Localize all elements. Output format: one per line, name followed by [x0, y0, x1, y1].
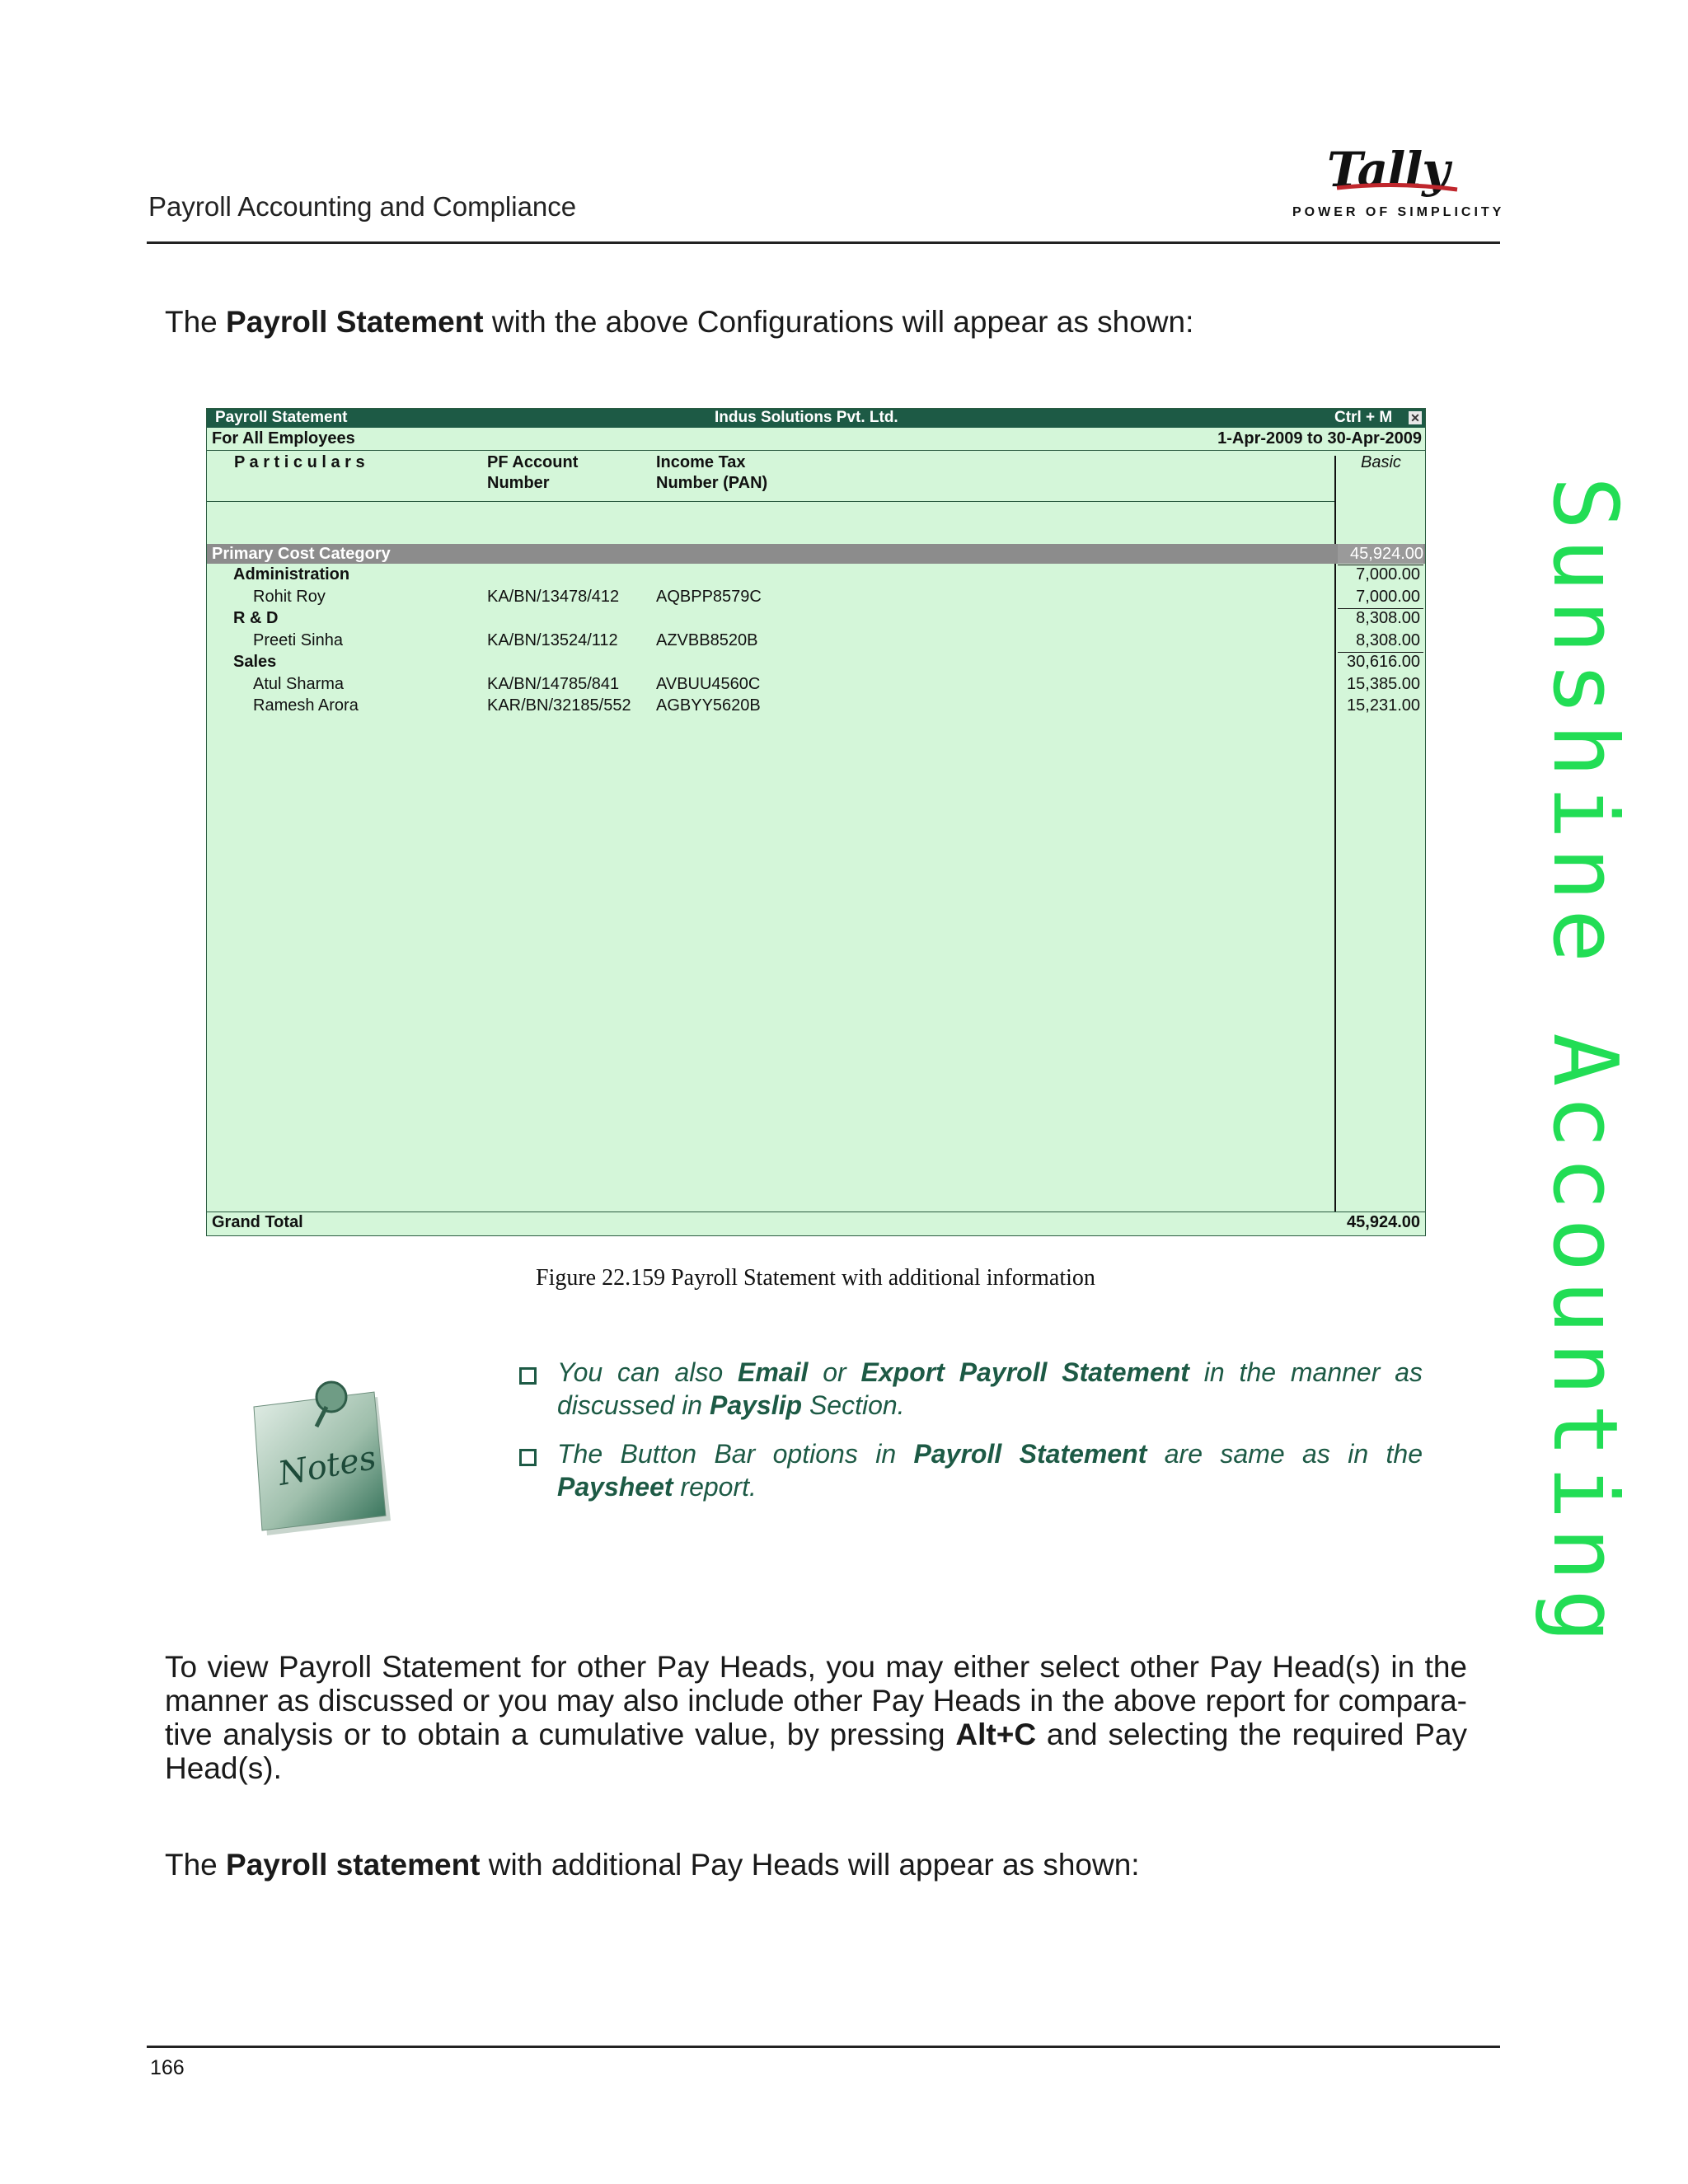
- subtotal-rule: [1338, 652, 1423, 653]
- basic-amount: 15,231.00: [1347, 696, 1420, 715]
- amount-column-divider: [1334, 456, 1336, 1212]
- running-header-title: Payroll Accounting and Compliance: [148, 191, 577, 222]
- group-amount: 45,924.00: [1338, 544, 1423, 564]
- pf-account-number: KA/BN/14785/841: [487, 674, 620, 693]
- page-number: 166: [150, 2056, 185, 2079]
- pf-account-number: KAR/BN/32185/552: [487, 696, 631, 715]
- grand-total-label: Grand Total: [212, 1213, 303, 1231]
- window-title: Payroll Statement: [215, 409, 348, 426]
- basic-amount: 15,385.00: [1347, 674, 1420, 693]
- pan-number: AGBYY5620B: [656, 696, 761, 715]
- column-header-pan-1: Income Tax: [656, 453, 746, 471]
- column-header-pf-1: PF Account: [487, 453, 579, 471]
- notes-sticky-icon: [239, 1372, 404, 1545]
- pf-account-number: KA/BN/13478/412: [487, 587, 620, 606]
- notes-label: Notes: [275, 1438, 379, 1493]
- group-label: Primary Cost Category: [212, 545, 391, 563]
- category-name: R & D: [233, 609, 279, 627]
- titlebar-divider: [207, 427, 1425, 428]
- pan-number: AVBUU4560C: [656, 674, 761, 693]
- pf-account-number: KA/BN/13524/112: [487, 630, 618, 649]
- watermark: Sunshine Accounting: [1533, 476, 1636, 1652]
- subtitle-divider: [207, 450, 1425, 451]
- employee-name: Rohit Roy: [253, 587, 326, 606]
- employee-name: Atul Sharma: [253, 674, 345, 693]
- report-period: 1-Apr-2009 to 30-Apr-2009: [1217, 429, 1422, 448]
- pan-number: AQBPP8579C: [656, 587, 762, 606]
- logo-swoosh-icon: [1335, 183, 1459, 193]
- column-header-basic: Basic: [1361, 453, 1401, 471]
- note-bullet-2: [519, 1449, 537, 1466]
- close-icon[interactable]: ✕: [1409, 411, 1422, 424]
- basic-amount: 7,000.00: [1356, 565, 1420, 583]
- note-bullet-1: [519, 1367, 537, 1385]
- grand-total-amount: 45,924.00: [1347, 1213, 1420, 1231]
- payroll-statement-window: [206, 408, 1426, 1236]
- subtotal-rule: [1338, 608, 1423, 609]
- shortcut-label: Ctrl + M: [1334, 409, 1393, 426]
- category-name: Administration: [233, 565, 350, 583]
- header-divider: [207, 501, 1334, 502]
- intro-paragraph-top: The Payroll Statement with the above Configurations will appear as shown:: [165, 305, 1194, 339]
- report-subtitle: For All Employees: [212, 429, 355, 448]
- tally-logo: Tally: [1327, 142, 1449, 198]
- footer-rule: [147, 2046, 1500, 2048]
- company-name: Indus Solutions Pvt. Ltd.: [715, 409, 898, 426]
- basic-amount: 30,616.00: [1347, 653, 1420, 671]
- window-titlebar: [207, 409, 1425, 427]
- body-paragraph: To view Payroll Statement for other Pay Heads, you may either select other Pay Head(s) in the manner as discussed or you may also include other Pay Heads in the above report for compara-tive analysis or to obtain a cumulative value, by pressing Alt+C and selecting the required Pay Head(s).: [165, 1650, 1467, 1785]
- header-rule: [147, 241, 1500, 244]
- employee-name: Preeti Sinha: [253, 630, 343, 649]
- column-header-particulars: P a r t i c u l a r s: [234, 453, 365, 471]
- basic-amount: 8,308.00: [1356, 630, 1420, 649]
- figure-caption: Figure 22.159 Payroll Statement with additional information: [536, 1265, 1095, 1291]
- column-header-pf-2: Number: [487, 474, 550, 492]
- basic-amount: 7,000.00: [1356, 587, 1420, 606]
- employee-name: Ramesh Arora: [253, 696, 359, 715]
- logo-tagline: POWER OF SIMPLICITY: [1292, 205, 1505, 219]
- basic-amount: 8,308.00: [1356, 609, 1420, 627]
- intro-paragraph-bottom: The Payroll statement with additional Pay Heads will appear as shown:: [165, 1848, 1140, 1882]
- grand-total-row: [207, 1212, 1425, 1235]
- category-name: Sales: [233, 653, 277, 671]
- pan-number: AZVBB8520B: [656, 630, 758, 649]
- column-header-pan-2: Number (PAN): [656, 474, 768, 492]
